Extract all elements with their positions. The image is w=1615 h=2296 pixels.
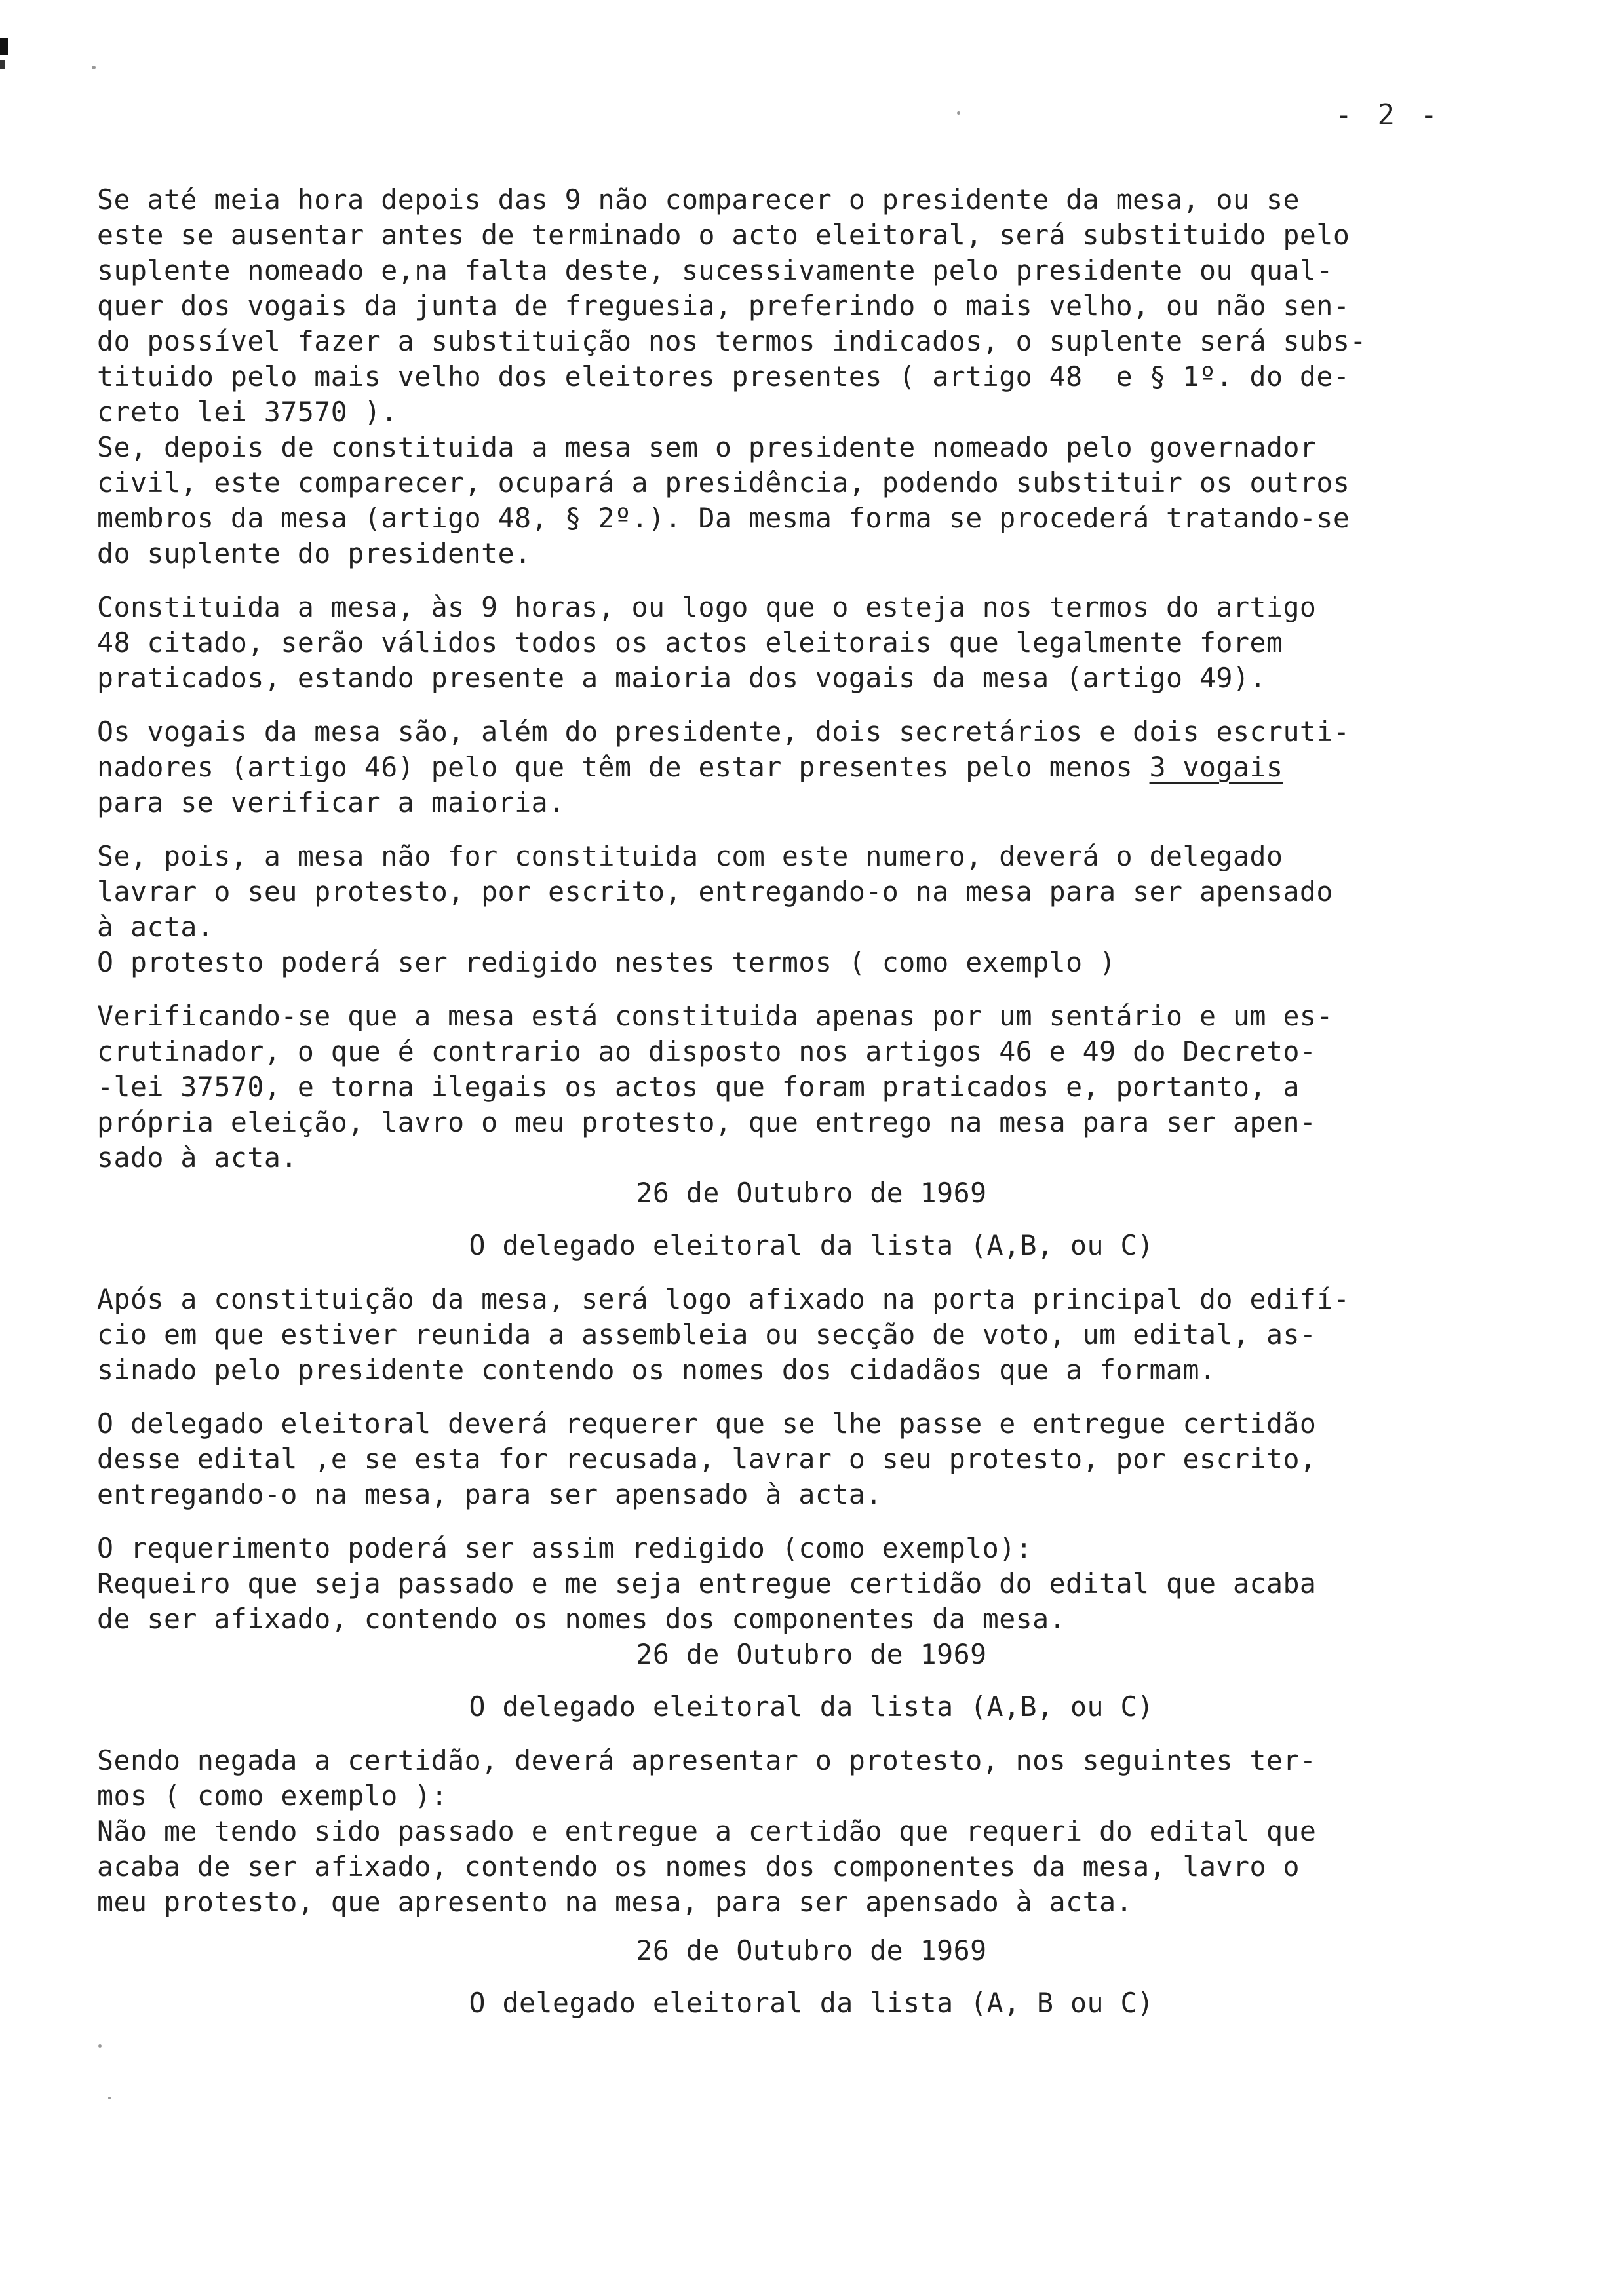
scan-speck [108, 2097, 111, 2099]
text-line: própria eleição, lavro o meu protesto, que entrego na mesa para ser apen- [97, 1106, 1317, 1138]
page-number: - 2 - [1334, 98, 1441, 132]
text-line: desse edital ,e se esta for recusada, lavrar o seu protesto, por escrito, [97, 1443, 1317, 1475]
text-line: lavrar o seu protesto, por escrito, entregando-o na mesa para ser apensado [97, 875, 1333, 908]
paragraph-constitution [97, 590, 1565, 696]
text-line: do suplente do presidente. [97, 537, 532, 569]
text-line: suplente nomeado e,na falta deste, sucessivamente pelo presidente ou qual- [97, 254, 1333, 286]
text-line: civil, este comparecer, ocupará a presidência, podendo substituir os outros [97, 467, 1350, 499]
text-line: O delegado eleitoral deverá requerer que se lhe passe e entregue certidão [97, 1407, 1317, 1440]
text-line: Se até meia hora depois das 9 não comparecer o presidente da mesa, ou se [97, 183, 1300, 216]
signature-line: O delegado eleitoral da lista (A, B ou C) [469, 1987, 1154, 2019]
text-line: Se, pois, a mesa não for constituida com este numero, deverá o delegado [97, 840, 1283, 872]
paragraph-edital [97, 1282, 1565, 1388]
text-line: sinado pelo presidente contendo os nomes dos cidadãos que a formam. [97, 1354, 1216, 1386]
paragraph-certidao [97, 1406, 1565, 1512]
text-line: crutinador, o que é contrario ao disposto nos artigos 46 e 49 do Decreto- [97, 1035, 1317, 1067]
text-line: 48 citado, serão válidos todos os actos eleitorais que legalmente forem [97, 626, 1283, 659]
text-line: Verificando-se que a mesa está constituida apenas por um sentário e um es- [97, 1000, 1333, 1032]
scan-speck [92, 66, 96, 69]
date-line: 26 de Outubro de 1969 [636, 1934, 987, 1966]
text-line: Sendo negada a certidão, deverá apresentar o protesto, nos seguintes ter- [97, 1744, 1317, 1776]
text-line: Requeiro que seja passado e me seja entregue certidão do edital que acaba [97, 1567, 1317, 1599]
date-line: 26 de Outubro de 1969 [636, 1177, 987, 1209]
document-body [97, 182, 1565, 2021]
text-line: do possível fazer a substituição nos termos indicados, o suplente será subs- [97, 325, 1367, 357]
text-line: entregando-o na mesa, para ser apensado à acta. [97, 1478, 882, 1510]
text-line: à acta. [97, 911, 214, 943]
paragraph-vogais [97, 714, 1565, 820]
paragraph-substitution [97, 182, 1565, 571]
text-line: O protesto poderá ser redigido nestes termos ( como exemplo ) [97, 946, 1116, 978]
text-line: para se verificar a maioria. [97, 786, 565, 818]
signature-line: O delegado eleitoral da lista (A,B, ou C) [469, 1229, 1154, 1261]
paragraph-protest-example [97, 999, 1565, 1263]
text-line: membros da mesa (artigo 48, § 2º.). Da mesma forma se procederá tratando-se [97, 502, 1350, 534]
text-line: -lei 37570, e torna ilegais os actos que foram praticados e, portanto, a [97, 1071, 1300, 1103]
text-line: sado à acta. [97, 1141, 298, 1174]
paragraph-negada [97, 1743, 1565, 2021]
text-line: Após a constituição da mesa, será logo afixado na porta principal do edifí- [97, 1283, 1350, 1315]
text-line: meu protesto, que apresento na mesa, para ser apensado à acta. [97, 1886, 1133, 1918]
text-line: Constituida a mesa, às 9 horas, ou logo que o esteja nos termos do artigo [97, 591, 1317, 623]
text-line: mos ( como exemplo ): [97, 1780, 448, 1812]
text-line: acaba de ser afixado, contendo os nomes dos componentes da mesa, lavro o [97, 1850, 1300, 1883]
text-line: quer dos vogais da junta de freguesia, preferindo o mais velho, ou não sen- [97, 290, 1350, 322]
text-line: Se, depois de constituida a mesa sem o presidente nomeado pelo governador [97, 431, 1317, 463]
underlined-text: 3 vogais [1149, 751, 1283, 783]
text-line: creto lei 37570 ). [97, 396, 398, 428]
text-line: cio em que estiver reunida a assembleia ou secção de voto, um edital, as- [97, 1318, 1317, 1350]
text-line: Não me tendo sido passado e entregue a certidão que requeri do edital que [97, 1815, 1317, 1847]
text-line: de ser afixado, contendo os nomes dos componentes da mesa. [97, 1603, 1066, 1635]
signature-line: O delegado eleitoral da lista (A,B, ou C) [469, 1691, 1154, 1723]
text-line: O requerimento poderá ser assim redigido (como exemplo): [97, 1532, 1033, 1564]
text-line: tituido pelo mais velho dos eleitores presentes ( artigo 48 e § 1º. do de- [97, 360, 1350, 392]
text-line-part: nadores (artigo 46) pelo que têm de estar presentes pelo menos [97, 751, 1150, 783]
text-line [97, 750, 1565, 785]
paragraph-protest-instruction [97, 839, 1565, 980]
scan-speck [957, 111, 960, 115]
text-line: este se ausentar antes de terminado o acto eleitoral, será substituido pelo [97, 219, 1350, 251]
text-line: praticados, estando presente a maioria dos vogais da mesa (artigo 49). [97, 662, 1266, 694]
paragraph-requerimento [97, 1531, 1565, 1725]
margin-mark [0, 60, 5, 69]
scan-speck [98, 2044, 102, 2048]
date-line: 26 de Outubro de 1969 [636, 1638, 987, 1670]
margin-mark [0, 38, 8, 55]
text-line: Os vogais da mesa são, além do presidente, dois secretários e dois escruti- [97, 716, 1350, 748]
